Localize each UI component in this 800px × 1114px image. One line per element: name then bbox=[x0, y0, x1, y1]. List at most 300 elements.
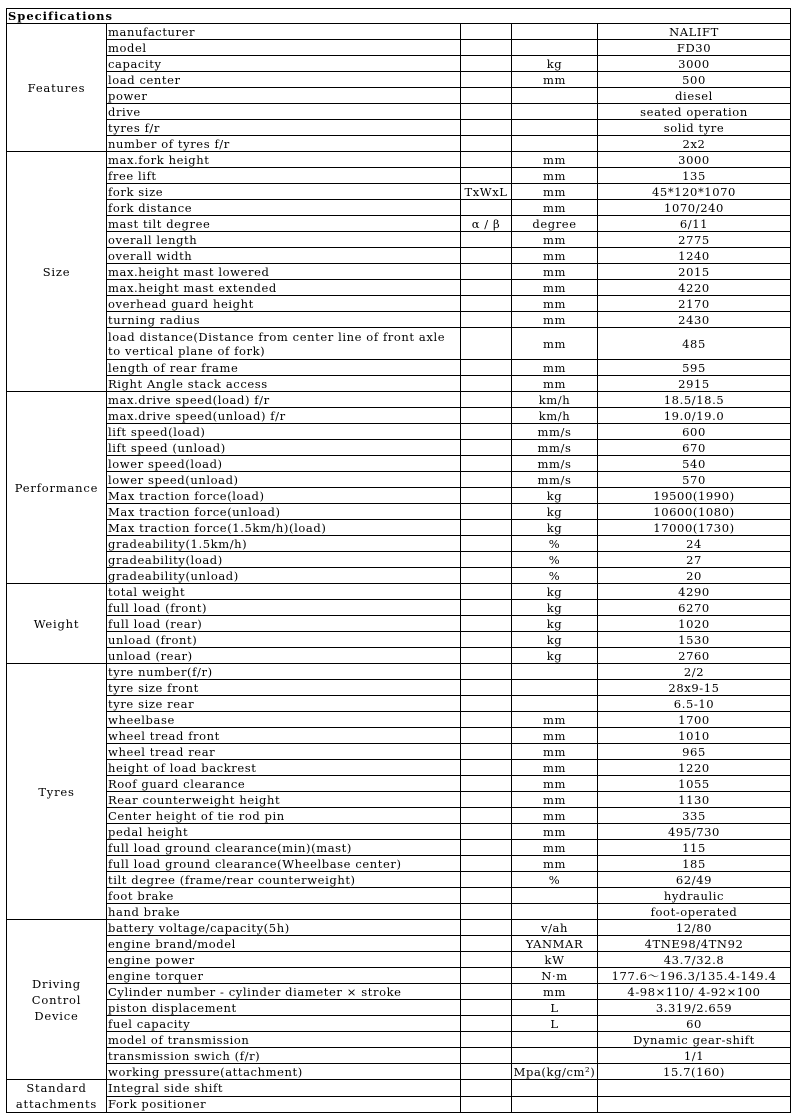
spec-item: free lift bbox=[107, 168, 461, 184]
spec-unit: mm bbox=[512, 152, 598, 168]
spec-item: tyre number(f/r) bbox=[107, 664, 461, 680]
spec-value: 2/2 bbox=[598, 664, 791, 680]
spec-row-performance-6 bbox=[7, 472, 791, 488]
spec-item: power bbox=[107, 88, 461, 104]
spec-item: full load (rear) bbox=[107, 616, 461, 632]
spec-symbol bbox=[461, 1064, 512, 1080]
spec-value: seated operation bbox=[598, 104, 791, 120]
spec-item: Fork positioner bbox=[107, 1096, 461, 1113]
spec-row-features-8 bbox=[7, 136, 791, 152]
spec-item: unload (rear) bbox=[107, 648, 461, 664]
spec-item: capacity bbox=[107, 56, 461, 72]
spec-symbol bbox=[461, 824, 512, 840]
spec-row-performance-3 bbox=[7, 424, 791, 440]
spec-value: 3000 bbox=[598, 152, 791, 168]
spec-unit: mm bbox=[512, 264, 598, 280]
spec-row-tyres-14 bbox=[7, 872, 791, 888]
spec-value: 185 bbox=[598, 856, 791, 872]
spec-unit bbox=[512, 1032, 598, 1048]
spec-unit bbox=[512, 1048, 598, 1064]
spec-item: overall length bbox=[107, 232, 461, 248]
spec-value: 2775 bbox=[598, 232, 791, 248]
spec-unit bbox=[512, 1096, 598, 1113]
spec-value: FD30 bbox=[598, 40, 791, 56]
spec-item: lower speed(unload) bbox=[107, 472, 461, 488]
spec-symbol bbox=[461, 632, 512, 648]
spec-symbol bbox=[461, 920, 512, 936]
spec-symbol bbox=[461, 88, 512, 104]
spec-row-weight-2 bbox=[7, 600, 791, 616]
spec-symbol bbox=[461, 584, 512, 600]
section-label-performance: Performance bbox=[7, 392, 107, 584]
spec-item: tyres f/r bbox=[107, 120, 461, 136]
spec-item: turning radius bbox=[107, 312, 461, 328]
spec-value: 965 bbox=[598, 744, 791, 760]
spec-symbol bbox=[461, 1032, 512, 1048]
spec-value: 595 bbox=[598, 360, 791, 376]
title-row bbox=[7, 9, 791, 24]
spec-row-features-7 bbox=[7, 120, 791, 136]
spec-unit bbox=[512, 664, 598, 680]
spec-row-performance-7 bbox=[7, 488, 791, 504]
spec-symbol: TxWxL bbox=[461, 184, 512, 200]
spec-item: Max traction force(1.5km/h)(load) bbox=[107, 520, 461, 536]
spec-value: 1240 bbox=[598, 248, 791, 264]
spec-unit: mm bbox=[512, 376, 598, 392]
spec-row-standard-attachments-2 bbox=[7, 1096, 791, 1113]
spec-symbol bbox=[461, 264, 512, 280]
spec-row-performance-8 bbox=[7, 504, 791, 520]
spec-item: tilt degree (frame/rear counterweight) bbox=[107, 872, 461, 888]
spec-unit: mm bbox=[512, 808, 598, 824]
spec-row-performance-5 bbox=[7, 456, 791, 472]
spec-row-driving-control-device-8 bbox=[7, 1032, 791, 1048]
spec-value: 27 bbox=[598, 552, 791, 568]
spec-unit: % bbox=[512, 568, 598, 584]
spec-item: hand brake bbox=[107, 904, 461, 920]
spec-item: tyre size rear bbox=[107, 696, 461, 712]
spec-item: overhead guard height bbox=[107, 296, 461, 312]
spec-symbol bbox=[461, 744, 512, 760]
spec-value: 20 bbox=[598, 568, 791, 584]
spec-symbol bbox=[461, 200, 512, 216]
spec-row-performance-11 bbox=[7, 552, 791, 568]
spec-row-driving-control-device-7 bbox=[7, 1016, 791, 1032]
spec-item: number of tyres f/r bbox=[107, 136, 461, 152]
spec-value: 335 bbox=[598, 808, 791, 824]
spec-item: lower speed(load) bbox=[107, 456, 461, 472]
spec-item: Cylinder number - cylinder diameter × stroke bbox=[107, 984, 461, 1000]
spec-unit: kg bbox=[512, 584, 598, 600]
spec-value: foot-operated bbox=[598, 904, 791, 920]
spec-value: 3000 bbox=[598, 56, 791, 72]
spec-value: diesel bbox=[598, 88, 791, 104]
spec-value bbox=[598, 1096, 791, 1113]
spec-symbol bbox=[461, 456, 512, 472]
spec-row-standard-attachments-1 bbox=[7, 1080, 791, 1097]
spec-item: full load (front) bbox=[107, 600, 461, 616]
spec-value: 670 bbox=[598, 440, 791, 456]
spec-value: 62/49 bbox=[598, 872, 791, 888]
spec-row-size-13 bbox=[7, 360, 791, 376]
spec-symbol bbox=[461, 968, 512, 984]
spec-item: Center height of tie rod pin bbox=[107, 808, 461, 824]
spec-row-tyres-12 bbox=[7, 840, 791, 856]
spec-unit bbox=[512, 136, 598, 152]
spec-symbol bbox=[461, 56, 512, 72]
spec-symbol bbox=[461, 408, 512, 424]
spec-symbol bbox=[461, 1016, 512, 1032]
spec-symbol bbox=[461, 536, 512, 552]
spec-symbol bbox=[461, 776, 512, 792]
spec-unit: mm bbox=[512, 72, 598, 88]
spec-row-features-1 bbox=[7, 24, 791, 40]
spec-value: 495/730 bbox=[598, 824, 791, 840]
spec-row-performance-2 bbox=[7, 408, 791, 424]
spec-item: manufacturer bbox=[107, 24, 461, 40]
spec-item: load center bbox=[107, 72, 461, 88]
spec-row-features-5 bbox=[7, 88, 791, 104]
spec-row-driving-control-device-2 bbox=[7, 936, 791, 952]
spec-unit: mm bbox=[512, 312, 598, 328]
spec-symbol bbox=[461, 136, 512, 152]
spec-value: 485 bbox=[598, 328, 791, 360]
spec-value: 6/11 bbox=[598, 216, 791, 232]
spec-unit: YANMAR bbox=[512, 936, 598, 952]
spec-value: 1070/240 bbox=[598, 200, 791, 216]
spec-value: 6270 bbox=[598, 600, 791, 616]
spec-row-driving-control-device-1 bbox=[7, 920, 791, 936]
spec-value: 1700 bbox=[598, 712, 791, 728]
spec-symbol bbox=[461, 792, 512, 808]
spec-item: Rear counterweight height bbox=[107, 792, 461, 808]
spec-symbol bbox=[461, 952, 512, 968]
spec-row-tyres-15 bbox=[7, 888, 791, 904]
spec-row-driving-control-device-6 bbox=[7, 1000, 791, 1016]
spec-unit: mm/s bbox=[512, 440, 598, 456]
spec-row-tyres-13 bbox=[7, 856, 791, 872]
spec-unit bbox=[512, 88, 598, 104]
spec-symbol bbox=[461, 648, 512, 664]
spec-item: unload (front) bbox=[107, 632, 461, 648]
spec-item: max.drive speed(load) f/r bbox=[107, 392, 461, 408]
spec-symbol bbox=[461, 856, 512, 872]
spec-row-tyres-10 bbox=[7, 808, 791, 824]
spec-unit bbox=[512, 680, 598, 696]
spec-row-size-6 bbox=[7, 232, 791, 248]
spec-item: fork distance bbox=[107, 200, 461, 216]
spec-unit: mm bbox=[512, 296, 598, 312]
spec-unit: mm bbox=[512, 232, 598, 248]
spec-item: lift speed (unload) bbox=[107, 440, 461, 456]
spec-unit: v/ah bbox=[512, 920, 598, 936]
spec-value: 12/80 bbox=[598, 920, 791, 936]
spec-symbol bbox=[461, 728, 512, 744]
spec-symbol bbox=[461, 40, 512, 56]
spec-symbol bbox=[461, 600, 512, 616]
section-label-features: Features bbox=[7, 24, 107, 152]
spec-value: 1130 bbox=[598, 792, 791, 808]
spec-value: 600 bbox=[598, 424, 791, 440]
spec-symbol bbox=[461, 296, 512, 312]
spec-item: max.drive speed(unload) f/r bbox=[107, 408, 461, 424]
spec-unit: mm bbox=[512, 280, 598, 296]
spec-value: 28x9-15 bbox=[598, 680, 791, 696]
spec-item: working pressure(attachment) bbox=[107, 1064, 461, 1080]
spec-row-tyres-7 bbox=[7, 760, 791, 776]
spec-value: 10600(1080) bbox=[598, 504, 791, 520]
spec-row-tyres-9 bbox=[7, 792, 791, 808]
spec-value: 19.0/19.0 bbox=[598, 408, 791, 424]
spec-unit: mm bbox=[512, 248, 598, 264]
spec-symbol bbox=[461, 168, 512, 184]
spec-value: 3.319/2.659 bbox=[598, 1000, 791, 1016]
spec-row-performance-12 bbox=[7, 568, 791, 584]
spec-symbol bbox=[461, 696, 512, 712]
spec-row-features-2 bbox=[7, 40, 791, 56]
spec-value: 2430 bbox=[598, 312, 791, 328]
spec-unit bbox=[512, 40, 598, 56]
spec-item: load distance(Distance from center line of front axle to vertical plane of fork) bbox=[107, 328, 461, 360]
spec-value: NALIFT bbox=[598, 24, 791, 40]
section-label-size: Size bbox=[7, 152, 107, 392]
spec-symbol bbox=[461, 152, 512, 168]
spec-unit: mm bbox=[512, 792, 598, 808]
spec-unit: mm/s bbox=[512, 424, 598, 440]
spec-item: Right Angle stack access bbox=[107, 376, 461, 392]
spec-unit bbox=[512, 104, 598, 120]
spec-item: max.height mast extended bbox=[107, 280, 461, 296]
spec-value: 18.5/18.5 bbox=[598, 392, 791, 408]
spec-value: 500 bbox=[598, 72, 791, 88]
spec-value: hydraulic bbox=[598, 888, 791, 904]
spec-row-weight-3 bbox=[7, 616, 791, 632]
spec-symbol bbox=[461, 1096, 512, 1113]
spec-symbol bbox=[461, 1000, 512, 1016]
spec-symbol bbox=[461, 984, 512, 1000]
spec-symbol bbox=[461, 680, 512, 696]
section-label-standard-attachments: Standard attachments bbox=[7, 1080, 107, 1113]
spec-symbol bbox=[461, 360, 512, 376]
spec-symbol bbox=[461, 664, 512, 680]
spec-item: Roof guard clearance bbox=[107, 776, 461, 792]
specifications-body bbox=[7, 9, 791, 1113]
spec-item: pedal height bbox=[107, 824, 461, 840]
spec-value: 6.5-10 bbox=[598, 696, 791, 712]
spec-symbol bbox=[461, 424, 512, 440]
spec-value: 1/1 bbox=[598, 1048, 791, 1064]
spec-row-tyres-16 bbox=[7, 904, 791, 920]
spec-value: Dynamic gear-shift bbox=[598, 1032, 791, 1048]
spec-unit: kg bbox=[512, 56, 598, 72]
spec-symbol bbox=[461, 392, 512, 408]
spec-unit: mm bbox=[512, 200, 598, 216]
spec-unit: L bbox=[512, 1016, 598, 1032]
spec-item: foot brake bbox=[107, 888, 461, 904]
spec-row-performance-1 bbox=[7, 392, 791, 408]
spec-unit: % bbox=[512, 552, 598, 568]
spec-row-tyres-8 bbox=[7, 776, 791, 792]
spec-row-size-3 bbox=[7, 184, 791, 200]
spec-row-weight-4 bbox=[7, 632, 791, 648]
spec-unit: mm bbox=[512, 184, 598, 200]
section-label-tyres: Tyres bbox=[7, 664, 107, 920]
spec-value: 1020 bbox=[598, 616, 791, 632]
spec-value: 43.7/32.8 bbox=[598, 952, 791, 968]
spec-symbol bbox=[461, 616, 512, 632]
spec-value: 1010 bbox=[598, 728, 791, 744]
spec-value: 45*120*1070 bbox=[598, 184, 791, 200]
spec-unit bbox=[512, 24, 598, 40]
spec-value: 1220 bbox=[598, 760, 791, 776]
spec-symbol bbox=[461, 232, 512, 248]
spec-row-size-11 bbox=[7, 312, 791, 328]
spec-row-performance-4 bbox=[7, 440, 791, 456]
spec-symbol bbox=[461, 760, 512, 776]
spec-item: gradeability(1.5km/h) bbox=[107, 536, 461, 552]
spec-unit: mm bbox=[512, 712, 598, 728]
spec-row-size-2 bbox=[7, 168, 791, 184]
spec-row-size-7 bbox=[7, 248, 791, 264]
spec-value: 19500(1990) bbox=[598, 488, 791, 504]
spec-unit: kg bbox=[512, 520, 598, 536]
spec-symbol bbox=[461, 936, 512, 952]
spec-unit: mm bbox=[512, 744, 598, 760]
spec-symbol bbox=[461, 24, 512, 40]
spec-symbol bbox=[461, 552, 512, 568]
spec-item: max.fork height bbox=[107, 152, 461, 168]
spec-row-performance-9 bbox=[7, 520, 791, 536]
spec-symbol bbox=[461, 840, 512, 856]
spec-unit bbox=[512, 904, 598, 920]
spec-item: tyre size front bbox=[107, 680, 461, 696]
spec-unit: kg bbox=[512, 600, 598, 616]
spec-row-tyres-3 bbox=[7, 696, 791, 712]
spec-value: 1530 bbox=[598, 632, 791, 648]
spec-value: 4TNE98/4TN92 bbox=[598, 936, 791, 952]
spec-unit: mm bbox=[512, 840, 598, 856]
spec-unit: mm/s bbox=[512, 472, 598, 488]
spec-item: height of load backrest bbox=[107, 760, 461, 776]
spec-item: full load ground clearance(Wheelbase center) bbox=[107, 856, 461, 872]
spec-unit: mm/s bbox=[512, 456, 598, 472]
spec-item: total weight bbox=[107, 584, 461, 600]
spec-row-tyres-5 bbox=[7, 728, 791, 744]
spec-row-tyres-1 bbox=[7, 664, 791, 680]
spec-symbol bbox=[461, 440, 512, 456]
spec-unit: kg bbox=[512, 504, 598, 520]
spec-row-size-9 bbox=[7, 280, 791, 296]
spec-item: lift speed(load) bbox=[107, 424, 461, 440]
spec-unit: mm bbox=[512, 824, 598, 840]
spec-unit bbox=[512, 120, 598, 136]
spec-symbol bbox=[461, 872, 512, 888]
spec-item: fuel capacity bbox=[107, 1016, 461, 1032]
spec-unit: mm bbox=[512, 328, 598, 360]
spec-item: engine power bbox=[107, 952, 461, 968]
specifications-table bbox=[6, 8, 791, 1113]
spec-row-driving-control-device-4 bbox=[7, 968, 791, 984]
spec-symbol bbox=[461, 104, 512, 120]
spec-row-weight-1 bbox=[7, 584, 791, 600]
spec-unit: degree bbox=[512, 216, 598, 232]
spec-value: 2760 bbox=[598, 648, 791, 664]
spec-row-driving-control-device-3 bbox=[7, 952, 791, 968]
spec-value: 2915 bbox=[598, 376, 791, 392]
spec-item: fork size bbox=[107, 184, 461, 200]
spec-symbol bbox=[461, 376, 512, 392]
spec-unit: L bbox=[512, 1000, 598, 1016]
spec-symbol bbox=[461, 488, 512, 504]
section-label-weight: Weight bbox=[7, 584, 107, 664]
spec-value: 2x2 bbox=[598, 136, 791, 152]
spec-item: length of rear frame bbox=[107, 360, 461, 376]
spec-item: wheel tread front bbox=[107, 728, 461, 744]
spec-value: 2170 bbox=[598, 296, 791, 312]
spec-symbol bbox=[461, 328, 512, 360]
spec-unit bbox=[512, 1080, 598, 1097]
spec-unit: N·m bbox=[512, 968, 598, 984]
spec-symbol bbox=[461, 808, 512, 824]
spec-value: 177.6～196.3/135.4-149.4 bbox=[598, 968, 791, 984]
spec-item: max.height mast lowered bbox=[107, 264, 461, 280]
spec-row-tyres-4 bbox=[7, 712, 791, 728]
spec-item: wheel tread rear bbox=[107, 744, 461, 760]
spec-row-features-6 bbox=[7, 104, 791, 120]
spec-item: Integral side shift bbox=[107, 1080, 461, 1097]
spec-symbol bbox=[461, 504, 512, 520]
spec-unit: mm bbox=[512, 856, 598, 872]
spec-unit: mm bbox=[512, 984, 598, 1000]
spec-unit: kg bbox=[512, 632, 598, 648]
spec-row-performance-10 bbox=[7, 536, 791, 552]
spec-item: full load ground clearance(min)(mast) bbox=[107, 840, 461, 856]
spec-value: 24 bbox=[598, 536, 791, 552]
spec-row-tyres-11 bbox=[7, 824, 791, 840]
spec-symbol bbox=[461, 888, 512, 904]
spec-item: engine brand/model bbox=[107, 936, 461, 952]
spec-row-size-14 bbox=[7, 376, 791, 392]
spec-value: 4-98×110/ 4-92×100 bbox=[598, 984, 791, 1000]
spec-item: transmission swich (f/r) bbox=[107, 1048, 461, 1064]
spec-value: 135 bbox=[598, 168, 791, 184]
spec-row-size-8 bbox=[7, 264, 791, 280]
spec-item: mast tilt degree bbox=[107, 216, 461, 232]
spec-value: 4220 bbox=[598, 280, 791, 296]
spec-item: wheelbase bbox=[107, 712, 461, 728]
spec-unit: mm bbox=[512, 360, 598, 376]
spec-symbol bbox=[461, 280, 512, 296]
spec-row-tyres-2 bbox=[7, 680, 791, 696]
spec-item: drive bbox=[107, 104, 461, 120]
spec-symbol bbox=[461, 120, 512, 136]
spec-unit: kg bbox=[512, 488, 598, 504]
spec-symbol bbox=[461, 248, 512, 264]
spec-value: 1055 bbox=[598, 776, 791, 792]
spec-row-features-4 bbox=[7, 72, 791, 88]
spec-row-size-12 bbox=[7, 328, 791, 360]
spec-row-features-3 bbox=[7, 56, 791, 72]
spec-symbol bbox=[461, 72, 512, 88]
spec-symbol bbox=[461, 712, 512, 728]
spec-symbol bbox=[461, 312, 512, 328]
spec-row-driving-control-device-9 bbox=[7, 1048, 791, 1064]
sheet-title: Specifications bbox=[7, 9, 791, 24]
spec-value: 2015 bbox=[598, 264, 791, 280]
spec-value: 15.7(160) bbox=[598, 1064, 791, 1080]
spec-row-size-10 bbox=[7, 296, 791, 312]
spec-unit: km/h bbox=[512, 408, 598, 424]
